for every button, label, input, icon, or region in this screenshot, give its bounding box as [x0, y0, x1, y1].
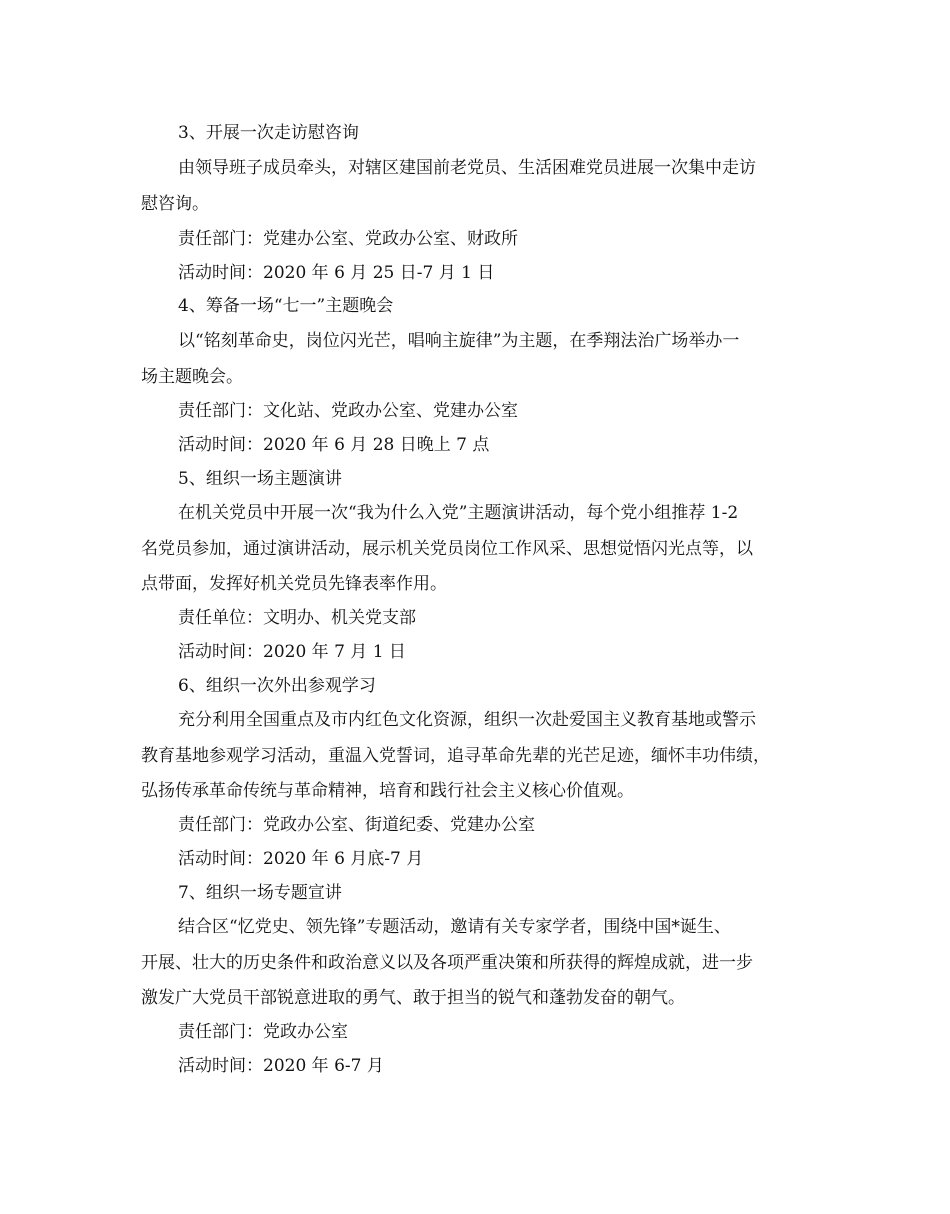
section-heading: 7、组织一场专题宣讲 [178, 883, 342, 903]
responsible-department: 责任单位：文明办、机关党支部 [178, 608, 416, 628]
activity-time: 活动时间：2020 年 6 月 25 日-7 月 1 日 [178, 263, 495, 283]
responsible-department: 责任部门：党政办公室 [178, 1022, 348, 1042]
paragraph-line: 点带面，发挥好机关党员先锋表率作用。 [141, 574, 447, 594]
responsible-department: 责任部门：文化站、党政办公室、党建办公室 [178, 401, 518, 421]
paragraph-line: 慰咨询。 [141, 194, 209, 214]
paragraph-line: 弘扬传承革命传统与革命精神，培育和践行社会主义核心价值观。 [141, 781, 634, 801]
section-heading: 3、开展一次走访慰咨询 [178, 123, 359, 143]
paragraph-line: 教育基地参观学习活动，重温入党誓词，追寻革命先辈的光芒足迹，缅怀丰功伟绩， [141, 746, 770, 766]
activity-time: 活动时间：2020 年 6 月底-7 月 [178, 849, 424, 869]
paragraph-line: 以“铭刻革命史，岗位闪光芒，唱响主旋律”为主题，在季翔法治广场举办一 [178, 331, 740, 351]
section-heading: 5、组织一场主题演讲 [178, 469, 342, 489]
activity-time: 活动时间：2020 年 7 月 1 日 [178, 642, 406, 662]
responsible-department: 责任部门：党政办公室、街道纪委、党建办公室 [178, 815, 535, 835]
activity-time: 活动时间：2020 年 6 月 28 日晚上 7 点 [178, 435, 490, 455]
paragraph-line: 结合区“忆党史、领先锋”专题活动，邀请有关专家学者，围绕中国*诞生、 [178, 917, 731, 937]
paragraph-line: 激发广大党员干部锐意进取的勇气、敢于担当的锐气和蓬勃发奋的朝气。 [141, 988, 685, 1008]
paragraph-line: 在机关党员中开展一次“我为什么入党”主题演讲活动，每个党小组推荐 1-2 [178, 503, 739, 523]
section-heading: 4、筹备一场“七一”主题晚会 [178, 296, 394, 316]
paragraph-line: 由领导班子成员牵头，对辖区建国前老党员、生活困难党员进展一次集中走访 [178, 158, 756, 178]
section-heading: 6、组织一次外出参观学习 [178, 676, 376, 696]
responsible-department: 责任部门：党建办公室、党政办公室、财政所 [178, 229, 518, 249]
paragraph-line: 开展、壮大的历史条件和政治意义以及各项严重决策和所获得的辉煌成就，进一步 [141, 953, 753, 973]
paragraph-line: 充分利用全国重点及市内红色文化资源，组织一次赴爱国主义教育基地或警示 [178, 710, 756, 730]
activity-time: 活动时间：2020 年 6-7 月 [178, 1056, 384, 1076]
paragraph-line: 名党员参加，通过演讲活动，展示机关党员岗位工作风采、思想觉悟闪光点等，以 [141, 539, 753, 559]
paragraph-line: 场主题晚会。 [141, 367, 243, 387]
